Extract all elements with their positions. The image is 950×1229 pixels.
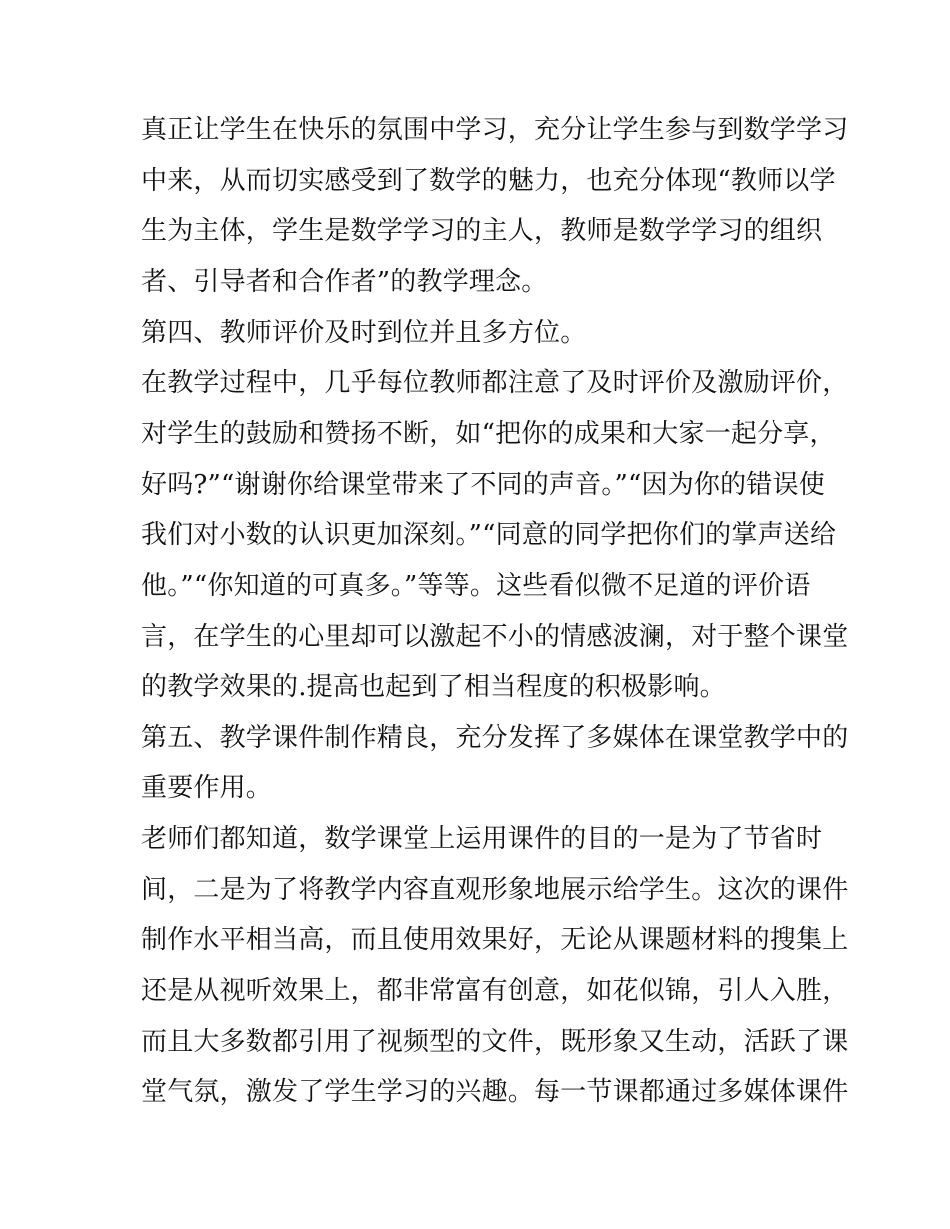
section-heading-continued: 重要作用。 (141, 773, 273, 803)
text-line: 中来，从而切实感受到了数学的魅力，也充分体现“教师以学 (141, 166, 836, 196)
text-line: 我们对小数的认识更加深刻。”“同意的同学把你们的掌声送给 (141, 520, 837, 550)
text-line: 制作水平相当高，而且使用效果好，无论从课题材料的搜集上 (141, 925, 849, 955)
text-line: 生为主体，学生是数学学习的主人，教师是数学学习的组织 (141, 216, 823, 246)
text-line: 还是从视听效果上，都非常富有创意，如花似锦，引人入胜， (141, 976, 849, 1006)
text-line: 者、引导者和合作者”的教学理念。 (141, 267, 548, 297)
text-line: 真正让学生在快乐的氛围中学习，充分让学生参与到数学学习 (141, 115, 849, 145)
text-line: 堂气氛，激发了学生学习的兴趣。每一节课都通过多媒体课件 (141, 1077, 849, 1107)
section-heading: 第四、教师评价及时到位并且多方位。 (141, 318, 587, 348)
text-line: 而且大多数都引用了视频型的文件，既形象又生动，活跃了课 (141, 1027, 849, 1057)
text-line: 的教学效果的.提高也起到了相当程度的积极影响。 (141, 672, 726, 702)
text-line: 他。”“你知道的可真多。”等等。这些看似微不足道的评价语 (141, 571, 811, 601)
text-line: 老师们都知道，数学课堂上运用课件的目的一是为了节省时 (141, 824, 823, 854)
text-line: 好吗?”“谢谢你给课堂带来了不同的声音。”“因为你的错误使 (141, 470, 825, 500)
section-heading: 第五、教学课件制作精良，充分发挥了多媒体在课堂教学中的 (141, 723, 849, 753)
text-line: 言，在学生的心里却可以激起不小的情感波澜，对于整个课堂 (141, 622, 849, 652)
text-line: 在教学过程中，几乎每位教师都注意了及时评价及激励评价， (141, 368, 849, 398)
text-line: 间，二是为了将教学内容直观形象地展示给学生。这次的课件 (141, 875, 849, 905)
text-line: 对学生的鼓励和赞扬不断，如“把你的成果和大家一起分享， (141, 419, 836, 449)
